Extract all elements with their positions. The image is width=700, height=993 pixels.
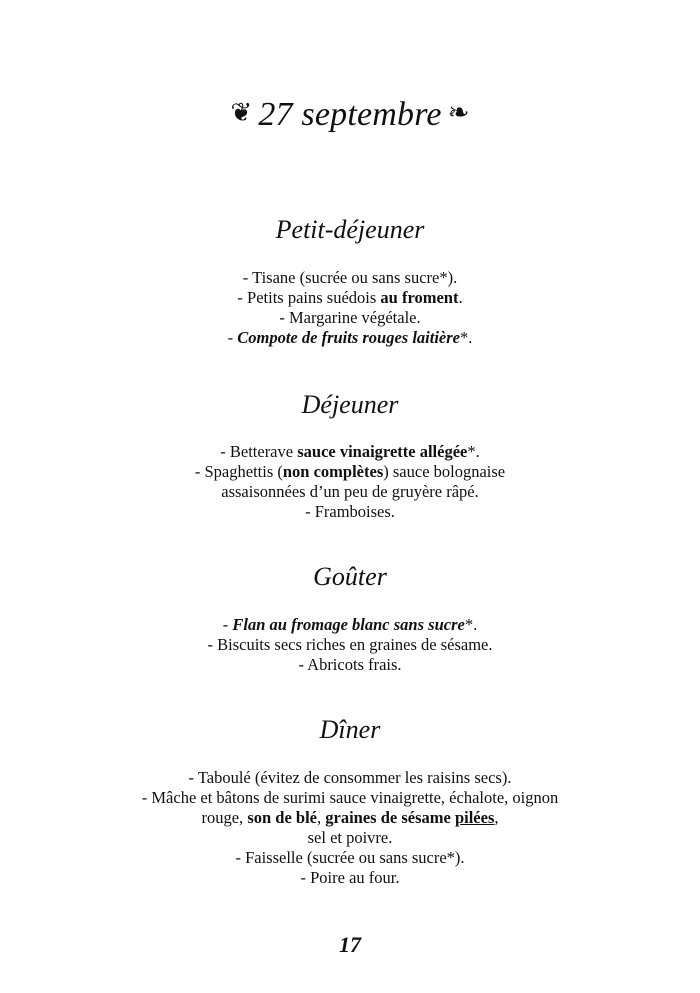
list-item: - Biscuits secs riches en graines de sésame. (207, 635, 493, 654)
list-item: - Margarine végétale. (279, 308, 421, 327)
list-item: - Faisselle (sucrée ou sans sucre*). (235, 848, 465, 867)
breakfast-list (0, 268, 700, 348)
list-item: - Abricots frais. (298, 655, 402, 674)
list-item: - Mâche et bâtons de surimi sauce vinaigrette, échalote, oignon (141, 788, 559, 807)
fleuron-right-icon: ❧ (447, 98, 470, 127)
list-item: - Petits pains suédois au froment. (237, 288, 463, 307)
list-item: rouge, son de blé, graines de sésame pilées, (201, 808, 499, 827)
list-item: - Tisane (sucrée ou sans sucre*). (242, 268, 458, 287)
lunch-heading: Déjeuner (301, 390, 399, 419)
lunch-list (0, 442, 700, 522)
list-item: assaisonnées d’un peu de gruyère râpé. (221, 482, 479, 501)
fleuron-left-icon: ❦ (230, 98, 253, 127)
list-item: sel et poivre. (307, 828, 393, 847)
page-number: 17 (339, 932, 361, 957)
list-item: - Taboulé (évitez de consommer les raisins secs). (188, 768, 512, 787)
list-item: - Poire au four. (300, 868, 400, 887)
list-item: - Spaghettis (non complètes) sauce bolognaise (194, 462, 506, 481)
dinner-list (0, 768, 700, 888)
list-item: - Compote de fruits rouges laitière*. (227, 328, 473, 347)
title-text: 27 septembre (258, 96, 442, 133)
breakfast-heading: Petit-déjeuner (275, 215, 425, 244)
snack-heading: Goûter (313, 562, 387, 591)
page-title (0, 96, 700, 134)
list-item: - Betterave sauce vinaigrette allégée*. (220, 442, 480, 461)
list-item: - Flan au fromage blanc sans sucre*. (222, 615, 478, 634)
dinner-heading: Dîner (319, 715, 381, 744)
list-item: - Framboises. (305, 502, 395, 521)
snack-list (0, 615, 700, 675)
